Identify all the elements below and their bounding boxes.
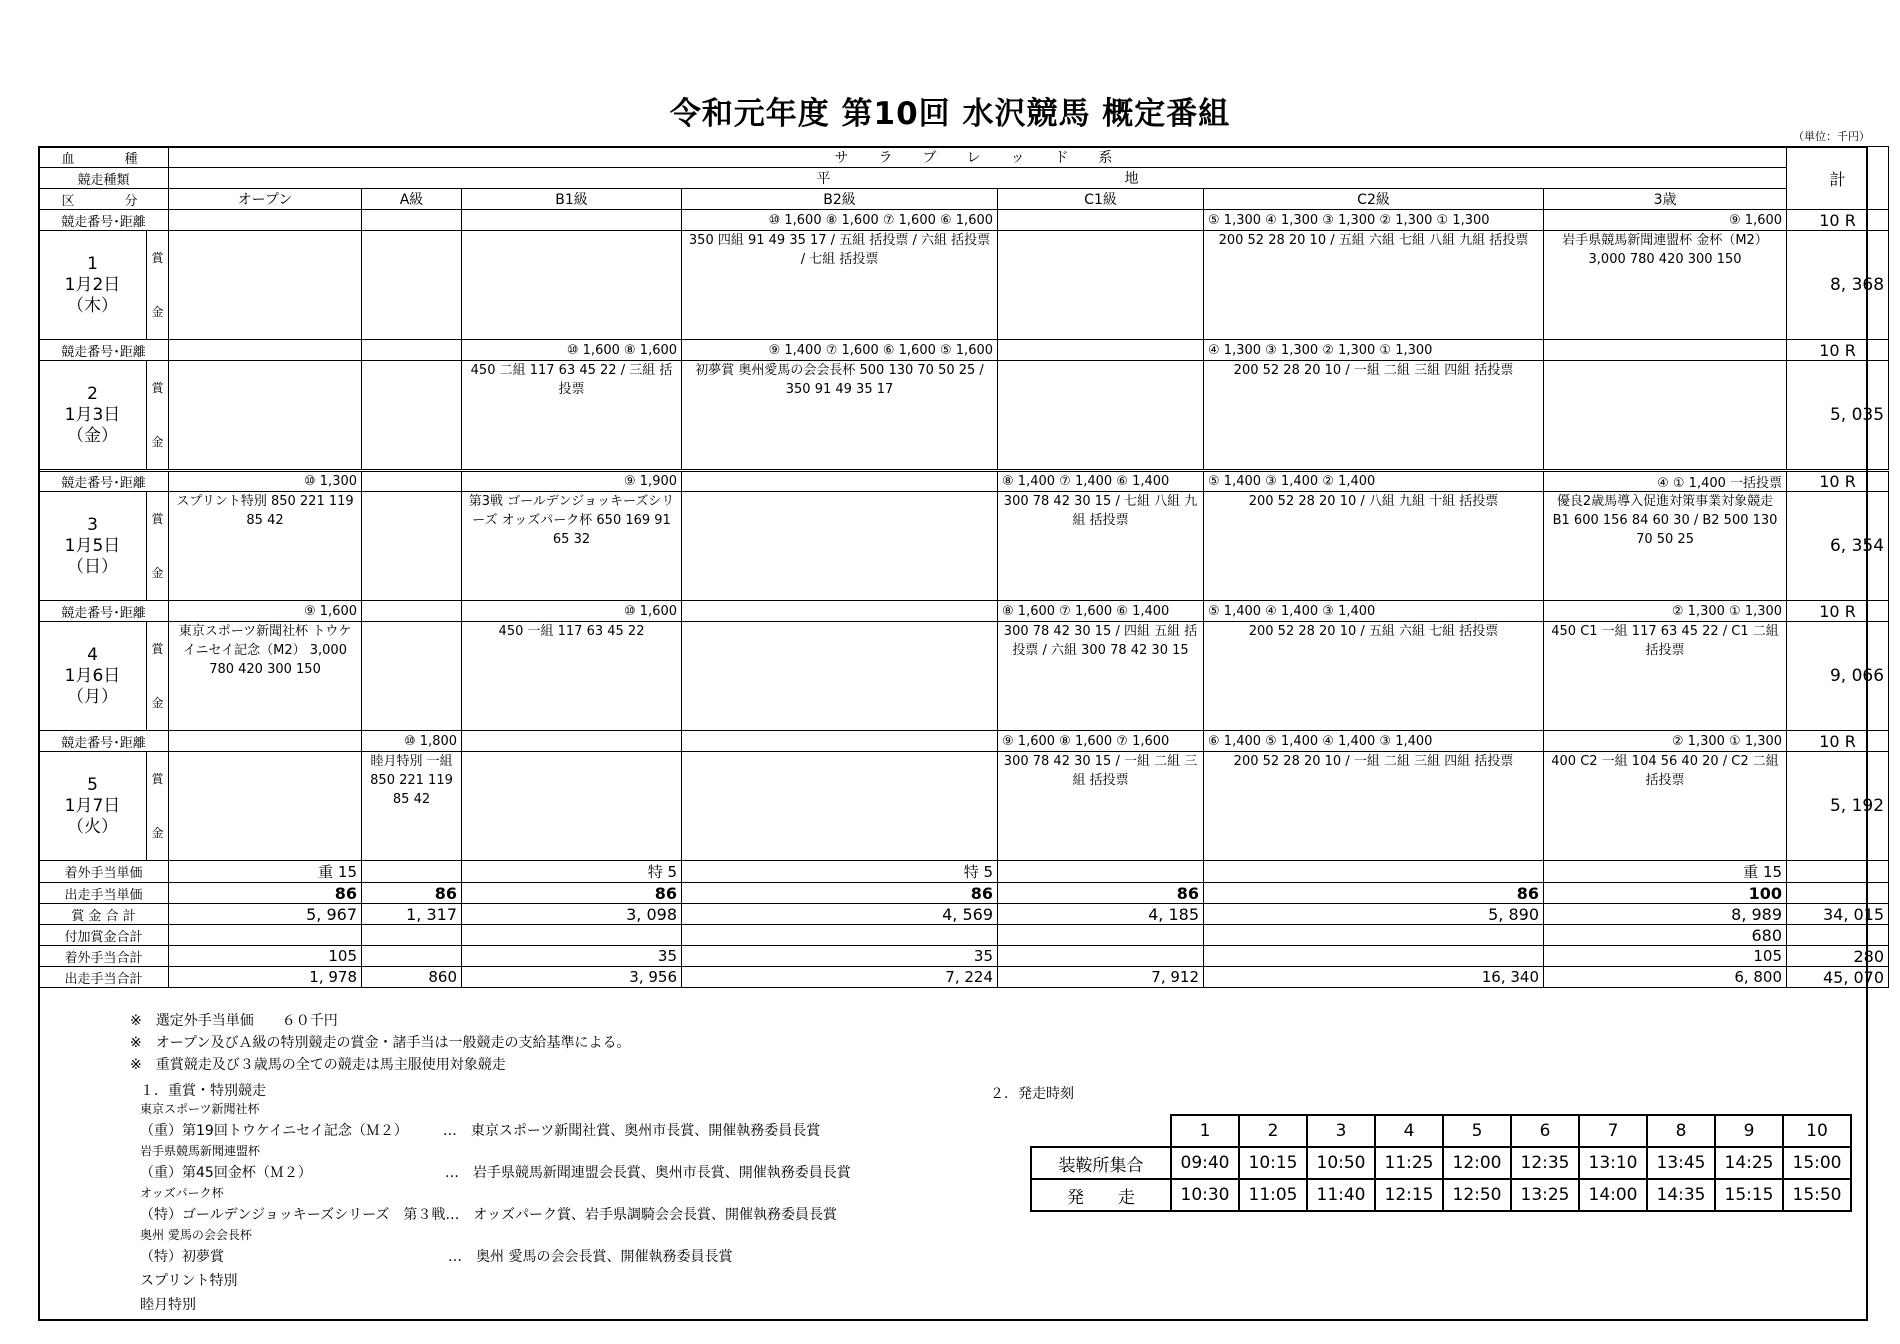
- prize-cell-b1: [462, 752, 682, 861]
- num-dist-cell: ⑨ 1,600 ⑧ 1,600 ⑦ 1,600: [998, 731, 1204, 752]
- race-count: 10 R: [1787, 340, 1889, 361]
- num-dist-cell: [998, 340, 1204, 361]
- day-date: 1月6日: [64, 665, 121, 686]
- summary-cell: 特 5: [462, 861, 682, 883]
- summary-cell: 105: [169, 946, 362, 967]
- num-dist-row: [39, 731, 1889, 752]
- num-dist-cell: ⑤ 1,300 ④ 1,300 ③ 1,300 ② 1,300 ① 1,300: [1204, 210, 1544, 231]
- num-dist-cell: [169, 731, 362, 752]
- summary-cell: [998, 925, 1204, 946]
- prize-cell-c1: [998, 752, 1204, 861]
- num-dist-label: 競走番号･距離: [39, 601, 169, 622]
- prize-label-2: 金: [151, 696, 164, 710]
- class-open: オープン: [169, 189, 362, 210]
- class-c2: C2級: [1204, 189, 1544, 210]
- num-dist-cell: ⑩ 1,600: [462, 601, 682, 622]
- race-number: 9: [1715, 1115, 1783, 1147]
- num-dist-cell: [462, 731, 682, 752]
- summary-cell: 86: [169, 883, 362, 904]
- day-number: 5: [87, 774, 98, 795]
- summary-cell: 86: [998, 883, 1204, 904]
- prize-detail: 200 52 28 20 10 / 一組 二組 三組 四組 括投票: [1233, 754, 1514, 769]
- num-dist-cell: [362, 601, 462, 622]
- post-time-cell: 11:40: [1307, 1179, 1375, 1211]
- summary-total: [1787, 861, 1889, 883]
- race-number: 4: [1375, 1115, 1443, 1147]
- num-dist-cell: [1544, 340, 1787, 361]
- summary-cell: 6, 800: [1544, 967, 1787, 988]
- race-number: 8: [1647, 1115, 1715, 1147]
- summary-total: [1787, 883, 1889, 904]
- schedule-body: [39, 147, 1889, 988]
- post-time-cell: 10:30: [1171, 1179, 1239, 1211]
- day-label: [39, 492, 147, 601]
- prize-cell-op: [169, 231, 362, 340]
- day-row: [39, 752, 1889, 861]
- summary-cell: 86: [462, 883, 682, 904]
- day-number: 2: [87, 383, 98, 404]
- post-time-cell: 09:40: [1171, 1147, 1239, 1179]
- race-number: 3: [1307, 1115, 1375, 1147]
- summary-cell: 5, 890: [1204, 904, 1544, 925]
- day-label: [39, 231, 147, 340]
- num-dist-label: 競走番号･距離: [39, 731, 169, 752]
- post-time-cell: 14:25: [1715, 1147, 1783, 1179]
- num-dist-row: [39, 601, 1889, 622]
- special-races-title: １．重賞・特別競走: [140, 1083, 266, 1099]
- summary-cell: 860: [362, 967, 462, 988]
- post-time-cell: 10:15: [1239, 1147, 1307, 1179]
- prize-label-1: 賞: [151, 381, 164, 395]
- summary-cell: 5, 967: [169, 904, 362, 925]
- race-count: 10 R: [1787, 210, 1889, 231]
- race-number: 6: [1511, 1115, 1579, 1147]
- prize-label: [147, 231, 169, 340]
- race-number: 7: [1579, 1115, 1647, 1147]
- num-dist-cell: ⑨ 1,600: [1544, 210, 1787, 231]
- prize-label-2: 金: [151, 305, 164, 319]
- prize-detail: 初夢賞 奥州愛馬の会会長杯 500 130 70 50 25 / 350 91 49 35 17: [695, 363, 984, 397]
- day-row: [39, 622, 1889, 731]
- prize-cell-b1: [462, 622, 682, 731]
- prize-label-1: 賞: [151, 251, 164, 265]
- special-race-line: オッズパーク杯: [140, 1186, 224, 1200]
- total-header: 計: [1787, 147, 1889, 210]
- special-race-line: （特）初夢賞 … 奥州 愛馬の会会長賞、開催執務委員長賞: [140, 1249, 733, 1265]
- post-time-row-label: 装鞍所集合: [1031, 1147, 1171, 1179]
- post-time-cell: 14:00: [1579, 1179, 1647, 1211]
- num-dist-cell: [462, 210, 682, 231]
- num-dist-cell: ⑤ 1,400 ④ 1,400 ③ 1,400: [1204, 601, 1544, 622]
- num-dist-cell: ② 1,300 ① 1,300: [1544, 601, 1787, 622]
- summary-cell: 86: [362, 883, 462, 904]
- prize-cell-a: [362, 231, 462, 340]
- summary-label: 着外手当単価: [39, 861, 169, 883]
- prize-cell-b2: [682, 752, 998, 861]
- day-row: [39, 492, 1889, 601]
- summary-label: 着外手当合計: [39, 946, 169, 967]
- num-dist-cell: [169, 340, 362, 361]
- post-time-cell: 10:50: [1307, 1147, 1375, 1179]
- blood-row: [39, 147, 1889, 168]
- summary-cell: 3, 098: [462, 904, 682, 925]
- unit-note: （単位：千円）: [1793, 130, 1870, 143]
- num-dist-cell: ⑤ 1,400 ③ 1,400 ② 1,400: [1204, 471, 1544, 492]
- prize-label: [147, 492, 169, 601]
- summary-row: [39, 925, 1889, 946]
- post-time-cell: 15:15: [1715, 1179, 1783, 1211]
- prize-detail: スプリント特別 850 221 119 85 42: [176, 494, 354, 528]
- post-time-row-label: 発 走: [1031, 1179, 1171, 1211]
- summary-cell: 86: [682, 883, 998, 904]
- prize-cell-y3: [1544, 752, 1787, 861]
- prize-detail: 300 78 42 30 15 / 七組 八組 九組 括投票: [1003, 494, 1198, 528]
- num-dist-cell: ⑩ 1,800: [362, 731, 462, 752]
- prize-cell-c2: [1204, 752, 1544, 861]
- day-weekday: （木）: [67, 295, 118, 316]
- post-time-cell: 13:45: [1647, 1147, 1715, 1179]
- prize-detail: 450 二組 117 63 45 22 / 三組 括投票: [470, 363, 673, 397]
- prize-cell-c2: [1204, 622, 1544, 731]
- num-dist-cell: [362, 471, 462, 492]
- race-count: 10 R: [1787, 471, 1889, 492]
- blood-value: サ ラ ブ レ ッ ド 系: [169, 147, 1787, 168]
- prize-cell-c1: [998, 622, 1204, 731]
- prize-cell-op: [169, 361, 362, 471]
- num-dist-cell: ⑨ 1,600: [169, 601, 362, 622]
- summary-cell: 重 15: [169, 861, 362, 883]
- prize-label-2: 金: [151, 435, 164, 449]
- summary-row: [39, 967, 1889, 988]
- summary-row: [39, 883, 1889, 904]
- day-date: 1月7日: [64, 795, 121, 816]
- summary-cell: 35: [682, 946, 998, 967]
- day-number: 1: [87, 253, 98, 274]
- blood-label: 血 種: [39, 147, 169, 168]
- num-dist-cell: [682, 731, 998, 752]
- summary-cell: 1, 978: [169, 967, 362, 988]
- prize-cell-b1: [462, 492, 682, 601]
- prize-detail: 200 52 28 20 10 / 八組 九組 十組 括投票: [1248, 494, 1499, 509]
- num-dist-cell: ⑧ 1,600 ⑦ 1,600 ⑥ 1,400: [998, 601, 1204, 622]
- num-dist-cell: ⑨ 1,900: [462, 471, 682, 492]
- prize-label: [147, 752, 169, 861]
- prize-label-1: 賞: [151, 772, 164, 786]
- day-total: 6, 354: [1787, 492, 1889, 601]
- summary-cell: [998, 861, 1204, 883]
- prize-detail: 300 78 42 30 15 / 一組 二組 三組 括投票: [1003, 754, 1198, 788]
- summary-cell: 7, 912: [998, 967, 1204, 988]
- prize-detail: 岩手県競馬新聞連盟杯 金杯（M2） 3,000 780 420 300 150: [1562, 233, 1768, 267]
- prize-detail: 200 52 28 20 10 / 五組 六組 七組 括投票: [1248, 624, 1499, 639]
- day-label: [39, 752, 147, 861]
- num-dist-cell: ⑩ 1,600 ⑧ 1,600: [462, 340, 682, 361]
- post-time-row: [1031, 1147, 1851, 1179]
- prize-detail: 450 C1 一組 117 63 45 22 / C1 二組 括投票: [1551, 624, 1779, 658]
- prize-cell-b1: [462, 231, 682, 340]
- summary-cell: [1204, 946, 1544, 967]
- day-weekday: （金）: [67, 425, 118, 446]
- prize-cell-a: [362, 752, 462, 861]
- class-c1: C1級: [998, 189, 1204, 210]
- post-time-cell: 11:25: [1375, 1147, 1443, 1179]
- post-time-cell: 13:25: [1511, 1179, 1579, 1211]
- summary-cell: 3, 956: [462, 967, 682, 988]
- race-number: 10: [1783, 1115, 1851, 1147]
- summary-cell: 16, 340: [1204, 967, 1544, 988]
- post-time-cell: 12:35: [1511, 1147, 1579, 1179]
- day-total: 8, 368: [1787, 231, 1889, 340]
- special-race-line: スプリント特別: [140, 1273, 238, 1289]
- prize-cell-op: [169, 492, 362, 601]
- prize-cell-y3: [1544, 622, 1787, 731]
- race-number: 1: [1171, 1115, 1239, 1147]
- summary-cell: 100: [1544, 883, 1787, 904]
- summary-cell: [362, 925, 462, 946]
- summary-cell: 680: [1544, 925, 1787, 946]
- class-row: [39, 189, 1889, 210]
- summary-total: [1787, 925, 1889, 946]
- special-race-line: （重）第45回金杯（Ｍ２） … 岩手県競馬新聞連盟会長賞、奥州市長賞、開催執務委員長賞: [140, 1165, 851, 1181]
- num-dist-cell: ② 1,300 ① 1,300: [1544, 731, 1787, 752]
- prize-label-2: 金: [151, 566, 164, 580]
- summary-label: 出走手当合計: [39, 967, 169, 988]
- summary-row: [39, 946, 1889, 967]
- post-time-cell: 12:15: [1375, 1179, 1443, 1211]
- race-count: 10 R: [1787, 601, 1889, 622]
- special-race-line: 東京スポーツ新聞社杯: [140, 1102, 260, 1116]
- prize-cell-b2: [682, 231, 998, 340]
- num-dist-cell: ⑩ 1,300: [169, 471, 362, 492]
- class-label: 区 分: [39, 189, 169, 210]
- num-dist-cell: [362, 340, 462, 361]
- num-dist-cell: ④ ① 1,400 一括投票: [1544, 471, 1787, 492]
- prize-cell-y3: [1544, 492, 1787, 601]
- note-line: ※ オープン及びＡ級の特別競走の賞金・諸手当は一般競走の支給基準による。: [130, 1035, 631, 1051]
- class-b2: B2級: [682, 189, 998, 210]
- summary-cell: 1, 317: [362, 904, 462, 925]
- summary-cell: 35: [462, 946, 682, 967]
- summary-cell: [362, 861, 462, 883]
- summary-label: 賞 金 合 計: [39, 904, 169, 925]
- summary-row: [39, 904, 1889, 925]
- day-total: 5, 035: [1787, 361, 1889, 471]
- prize-detail: 200 52 28 20 10 / 一組 二組 三組 四組 括投票: [1233, 363, 1514, 378]
- special-race-line: 睦月特別: [140, 1297, 196, 1313]
- summary-cell: 特 5: [682, 861, 998, 883]
- prize-cell-c1: [998, 492, 1204, 601]
- summary-cell: [362, 946, 462, 967]
- num-dist-cell: [682, 601, 998, 622]
- day-number: 3: [87, 514, 98, 535]
- prize-cell-b2: [682, 361, 998, 471]
- day-date: 1月2日: [64, 274, 121, 295]
- summary-cell: 4, 185: [998, 904, 1204, 925]
- summary-cell: [169, 925, 362, 946]
- prize-cell-op: [169, 622, 362, 731]
- day-row: [39, 361, 1889, 471]
- prize-label-1: 賞: [151, 642, 164, 656]
- post-time-cell: 13:10: [1579, 1147, 1647, 1179]
- prize-label: [147, 622, 169, 731]
- num-dist-cell: ⑧ 1,400 ⑦ 1,400 ⑥ 1,400: [998, 471, 1204, 492]
- notes: [130, 1010, 630, 1076]
- prize-cell-y3: [1544, 361, 1787, 471]
- race-type-label: 競走種類: [39, 168, 169, 189]
- race-number: 2: [1239, 1115, 1307, 1147]
- num-dist-cell: [998, 210, 1204, 231]
- summary-total: 45, 070: [1787, 967, 1889, 988]
- summary-total: 280: [1787, 946, 1889, 967]
- day-label: [39, 622, 147, 731]
- prize-detail: 300 78 42 30 15 / 四組 五組 括投票 / 六組 300 78 42 30 15: [1003, 624, 1198, 658]
- day-weekday: （日）: [67, 556, 118, 577]
- post-time-row: [1031, 1179, 1851, 1211]
- special-race-line: （重）第19回トウケイニセイ記念（Ｍ２） … 東京スポーツ新聞社賞、奥州市長賞、開催執務委員長賞: [140, 1123, 821, 1139]
- post-time-cell: 11:05: [1239, 1179, 1307, 1211]
- prize-cell-b1: [462, 361, 682, 471]
- post-time-body: [1031, 1115, 1851, 1211]
- prize-cell-c2: [1204, 361, 1544, 471]
- prize-detail: 350 四組 91 49 35 17 / 五組 括投票 / 六組 括投票 / 七組 括投票: [688, 233, 991, 267]
- prize-detail: 睦月特別 一組 850 221 119 85 42: [370, 754, 453, 807]
- day-weekday: （月）: [67, 686, 118, 707]
- num-dist-label: 競走番号･距離: [39, 340, 169, 361]
- race-count: 10 R: [1787, 731, 1889, 752]
- prize-cell-c2: [1204, 231, 1544, 340]
- post-time-table: [1030, 1114, 1852, 1212]
- prize-detail: 東京スポーツ新聞社杯 トウケイニセイ記念（M2） 3,000 780 420 300 150: [178, 624, 352, 677]
- page-title: 令和元年度 第10回 水沢競馬 概定番組: [669, 96, 1231, 132]
- prize-detail: 400 C2 一組 104 56 40 20 / C2 二組 括投票: [1551, 754, 1779, 788]
- prize-cell-c2: [1204, 492, 1544, 601]
- num-dist-cell: ⑨ 1,400 ⑦ 1,600 ⑥ 1,600 ⑤ 1,600: [682, 340, 998, 361]
- summary-cell: 8, 989: [1544, 904, 1787, 925]
- special-race-line: （特）ゴールデンジョッキーズシリーズ 第３戦… オッズパーク賞、岩手県調騎会会長賞、開催執務委員長賞: [140, 1207, 837, 1223]
- prize-cell-y3: [1544, 231, 1787, 340]
- day-date: 1月3日: [64, 404, 121, 425]
- summary-cell: 重 15: [1544, 861, 1787, 883]
- day-date: 1月5日: [64, 535, 121, 556]
- race-number: 5: [1443, 1115, 1511, 1147]
- class-a: A級: [362, 189, 462, 210]
- prize-cell-a: [362, 492, 462, 601]
- post-time-corner: [1031, 1115, 1171, 1147]
- num-dist-row: [39, 210, 1889, 231]
- special-race-line: 岩手県競馬新聞連盟杯: [140, 1144, 261, 1158]
- prize-label-1: 賞: [151, 512, 164, 526]
- prize-detail: 200 52 28 20 10 / 五組 六組 七組 八組 九組 括投票: [1218, 233, 1529, 248]
- day-weekday: （火）: [67, 816, 118, 837]
- day-number: 4: [87, 644, 98, 665]
- summary-cell: [1204, 861, 1544, 883]
- prize-cell-a: [362, 622, 462, 731]
- summary-cell: 105: [1544, 946, 1787, 967]
- prize-cell-b2: [682, 622, 998, 731]
- post-time-cell: 15:00: [1783, 1147, 1851, 1179]
- summary-label: 出走手当単価: [39, 883, 169, 904]
- prize-detail: 優良2歳馬導入促進対策事業対象競走 B1 600 156 84 60 30 / B2 500 130 70 50 25: [1552, 494, 1778, 547]
- num-dist-cell: [682, 471, 998, 492]
- prize-cell-a: [362, 361, 462, 471]
- prize-detail: 450 一組 117 63 45 22: [498, 624, 645, 639]
- summary-cell: 7, 224: [682, 967, 998, 988]
- prize-label-2: 金: [151, 826, 164, 840]
- post-time-title: ２．発走時刻: [990, 1086, 1074, 1102]
- summary-cell: [682, 925, 998, 946]
- num-dist-label: 競走番号･距離: [39, 210, 169, 231]
- class-3yo: 3歳: [1544, 189, 1787, 210]
- num-dist-row: [39, 340, 1889, 361]
- summary-row: [39, 861, 1889, 883]
- summary-label: 付加賞金合計: [39, 925, 169, 946]
- post-time-cell: 14:35: [1647, 1179, 1715, 1211]
- num-dist-cell: ⑥ 1,400 ⑤ 1,400 ④ 1,400 ③ 1,400: [1204, 731, 1544, 752]
- summary-cell: 4, 569: [682, 904, 998, 925]
- post-time-header-row: [1031, 1115, 1851, 1147]
- summary-cell: [998, 946, 1204, 967]
- post-time-cell: 12:00: [1443, 1147, 1511, 1179]
- prize-cell-op: [169, 752, 362, 861]
- prize-cell-c1: [998, 361, 1204, 471]
- summary-cell: 86: [1204, 883, 1544, 904]
- day-label: [39, 361, 147, 471]
- race-type-row: [39, 168, 1889, 189]
- prize-cell-b2: [682, 492, 998, 601]
- num-dist-cell: ⑩ 1,600 ⑧ 1,600 ⑦ 1,600 ⑥ 1,600: [682, 210, 998, 231]
- num-dist-cell: [362, 210, 462, 231]
- summary-total: 34, 015: [1787, 904, 1889, 925]
- summary-cell: [462, 925, 682, 946]
- num-dist-label: 競走番号･距離: [39, 471, 169, 492]
- day-total: 5, 192: [1787, 752, 1889, 861]
- special-race-line: 奥州 愛馬の会会長杯: [140, 1228, 252, 1242]
- num-dist-row: [39, 471, 1889, 492]
- post-time-cell: 12:50: [1443, 1179, 1511, 1211]
- prize-cell-c1: [998, 231, 1204, 340]
- schedule-table: [38, 146, 1889, 988]
- summary-cell: [1204, 925, 1544, 946]
- prize-label: [147, 361, 169, 471]
- num-dist-cell: [169, 210, 362, 231]
- note-line: ※ 重賞競走及び３歳馬の全ての競走は馬主服使用対象競走: [130, 1057, 506, 1073]
- note-line: ※ 選定外手当単価 ６０千円: [130, 1013, 338, 1029]
- race-type-value: 平 地: [169, 168, 1787, 189]
- day-total: 9, 066: [1787, 622, 1889, 731]
- class-b1: B1級: [462, 189, 682, 210]
- day-row: [39, 231, 1889, 340]
- prize-detail: 第3戦 ゴールデンジョッキーズシリーズ オッズパーク杯 650 169 91 65 32: [468, 494, 675, 547]
- num-dist-cell: ④ 1,300 ③ 1,300 ② 1,300 ① 1,300: [1204, 340, 1544, 361]
- post-time-cell: 15:50: [1783, 1179, 1851, 1211]
